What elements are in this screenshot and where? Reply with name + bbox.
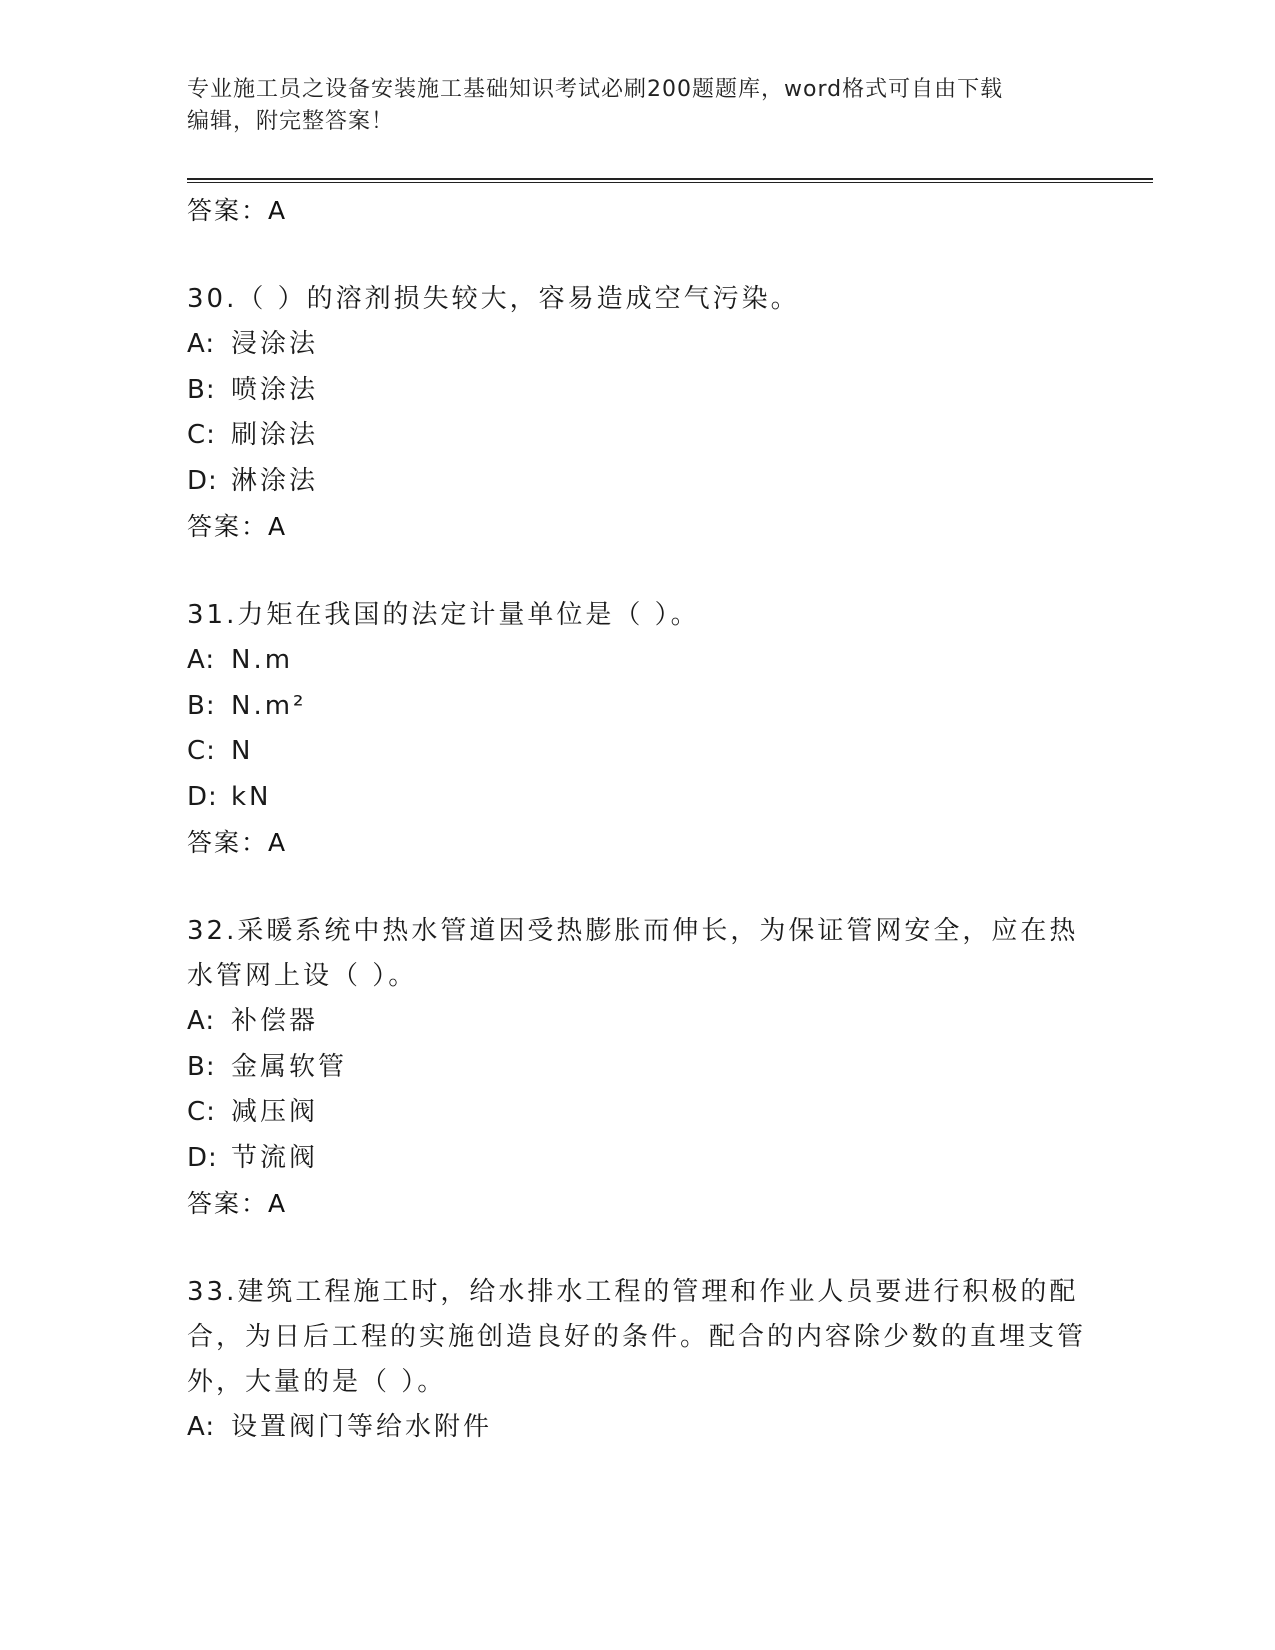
question-item <box>187 909 1087 1226</box>
page-header <box>187 74 1087 138</box>
option-text: 淋涂法 <box>231 465 319 496</box>
option-a <box>187 322 1087 368</box>
option-text: N.m² <box>231 690 307 721</box>
answer-label: 答案：A <box>187 828 288 857</box>
option-key: C: <box>187 420 216 450</box>
option-c <box>187 729 1087 775</box>
option-a <box>187 1405 1087 1451</box>
option-key: D: <box>187 465 218 496</box>
question-text: 32.采暖系统中热水管道因受热膨胀而伸长，为保证管网安全，应在热水管网上设（ ）。 <box>187 916 1079 991</box>
option-b <box>187 368 1087 414</box>
option-text: 浸涂法 <box>231 329 319 359</box>
option-text: 刷涂法 <box>231 420 319 450</box>
option-key: C: <box>187 736 216 766</box>
option-text: 金属软管 <box>231 1051 348 1082</box>
option-b <box>187 684 1087 730</box>
option-d <box>187 1136 1087 1182</box>
option-b <box>187 1045 1087 1091</box>
option-key: B: <box>187 374 216 405</box>
option-key: A: <box>187 1006 216 1036</box>
option-key: A: <box>187 645 216 675</box>
header-divider <box>187 178 1153 183</box>
option-c <box>187 1090 1087 1136</box>
option-key: B: <box>187 690 216 721</box>
option-d <box>187 459 1087 505</box>
option-text: kN <box>231 781 272 812</box>
question-item <box>187 593 1087 865</box>
option-text: 补偿器 <box>231 1006 319 1036</box>
question-item <box>187 277 1087 549</box>
option-d <box>187 775 1087 821</box>
option-key: D: <box>187 781 218 812</box>
option-a <box>187 638 1087 684</box>
option-key: D: <box>187 1142 218 1173</box>
option-text: 节流阀 <box>231 1142 319 1173</box>
header-line-2: 编辑，附完整答案！ <box>187 109 395 134</box>
question-item <box>187 1270 1087 1451</box>
question-text: 33.建筑工程施工时，给水排水工程的管理和作业人员要进行积极的配合，为日后工程的实施创造良好的条件。配合的内容除少数的直埋支管外，大量的是（ ）。 <box>187 1277 1087 1397</box>
option-key: C: <box>187 1097 216 1127</box>
option-text: 喷涂法 <box>231 374 319 405</box>
question-text: 31.力矩在我国的法定计量单位是（ ）。 <box>187 600 700 630</box>
question-text: 30.（ ）的溶剂损失较大，容易造成空气污染。 <box>187 284 800 314</box>
option-key: A: <box>187 329 216 359</box>
answer-label: 答案：A <box>187 512 288 541</box>
answer-label: 答案：A <box>187 1189 288 1218</box>
option-text: 设置阀门等给水附件 <box>231 1412 493 1442</box>
option-text: 减压阀 <box>231 1097 319 1127</box>
option-c <box>187 413 1087 459</box>
previous-answer: 答案：A <box>187 196 288 225</box>
option-a <box>187 999 1087 1045</box>
option-key: A: <box>187 1412 216 1442</box>
option-key: B: <box>187 1051 216 1082</box>
option-text: N <box>231 736 254 766</box>
question-list <box>187 188 1087 1451</box>
option-text: N.m <box>231 645 294 675</box>
header-line-1: 专业施工员之设备安装施工基础知识考试必刷200题题库，word格式可自由下载 <box>187 77 1004 102</box>
